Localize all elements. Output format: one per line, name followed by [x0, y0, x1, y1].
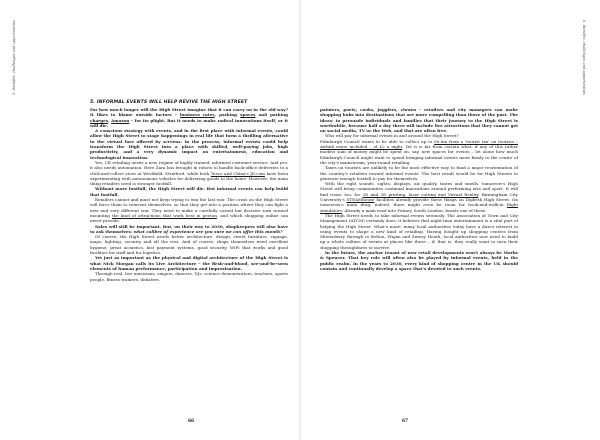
running-head-left: 6. Benefits, challenges and opportunities	[12, 20, 16, 95]
paragraph-9: Through real, live musicians, singers, dancers, DJs, science demonstrators, teachers, sports people, fitness trainers, debaters,	[90, 271, 288, 282]
paragraph-r7: In the future, the anchor tenant of new retail developments won't always be Marks & Spencer. That key role will often also be played by informal events, held in the public realm. In the years to 2030, every kind of shopping centre in the UK should contain and continually develop a space that's devoted to such events.	[320, 250, 518, 271]
right-page-column	[320, 107, 518, 271]
link-steamhouse[interactable]: STEAMhouse	[346, 197, 375, 203]
page-number-left: 66	[188, 419, 195, 424]
link-parking-spaces[interactable]: spaces	[240, 112, 256, 118]
section-heading: 5. INFORMAL EVENTS WILL HELP REVIVE THE HIGH STREET	[90, 100, 248, 105]
link-tourist-tax[interactable]: tourist tax' on tourists – Airbnb users included – of £2 a night	[320, 138, 518, 150]
link-tesco-jd[interactable]: Tesco and China's JD.com	[210, 170, 265, 176]
paragraph-1: For how much longer will the High Street imagine that it can carry on in the old way? It likes to blame outside factors – business rates, parking spaces and parking charges, Amazon – for its plight. But it needs to make radical innovations itself, or it will die.	[90, 107, 288, 128]
paragraph-r3: Edinburgh Council wants to be able to collect up to £6.6m from a 'tourist tax' on tourists – Airbnb users included – of £2 a night. Yet it is far from certain what, if any of this rather modest sum of money might be spent on, say, new spaces for events – let alone how much Edinburgh Council might want to spend bringing informal events more firmly to the centre of the city's mainstream, year-round retailing.	[320, 138, 518, 165]
paragraph-6: Sales will still be important. But, on their way to 2030, shopkeepers will also have to ask themselves: what calibre of experience are you sure we can offer this month?	[90, 223, 288, 234]
link-3d-vr[interactable]: 3D and 3D printing, laser cutting and Virtual Reality	[362, 191, 479, 197]
link-attractions-in-person[interactable]: the kind of attractions that work best in person	[111, 212, 217, 218]
paragraph-5: Retailers cannot and must not keep trying to win the last war. The crisis on the High Street will force them to reinvent themselves, so that they get into a position where they can fight a new and very different war. They need to make a carefully costed but decisive turn toward mounting the kind of attractions that work best in person, and which shopping online can never provide.	[90, 197, 288, 224]
running-head-right: 6. Benefits, challenges and opportunities	[582, 20, 586, 95]
paragraph-3: Yes, UK retailing needs a new regime of highly trained, informed customer service. And yes, it also needs automation. Here Zara has brought in robots to handle back-office deliveries to a click-and-collect store at Westfield, Stratford, while both Tesco and China's JD.com have been experimenting with autonomous vehicles for delivering goods to the home. However, the main thing retailers need is stronger footfall.	[90, 159, 288, 187]
paragraph-r2: Who will pay for informal events in and around the High Street?	[325, 133, 459, 139]
link-parking-charges[interactable]: charges	[90, 117, 109, 123]
link-flight-simulators[interactable]: flight simulators	[320, 202, 518, 213]
page-gutter	[299, 0, 301, 440]
paragraph-r1: painters, poets, cooks, jugglers, clowns – retailers and city managers can make shopping hubs into destinations that are more compelling than those of the past. The ideas: to persuade individuals and families that their journey to the High Street is worthwhile, because half a day there will include live attractions that they cannot get on social media, TV or the Web, and that are often free.	[320, 107, 518, 134]
paragraph-4: Without more footfall, the High Street will die. But informal events can help build that footfall.	[90, 186, 288, 197]
paragraph-2: A conscious strategy with events, and in the first place with informal events, could allow the High Street to stage happenings in real life that form a thrilling alternative to the virtual fare offered by screens. In the process, informal events could help transform the High Street into a place with skilled, well-paying jobs, high productivity, and a very dynamic impact on entertainment, education and technological innovation.	[90, 128, 288, 160]
link-amazon[interactable]: Amazon	[111, 117, 130, 123]
paragraph-r4: Taxes on tourists are unlikely to be the most effective way to fund a major reorientation of the country's retailers toward informal events. The best result would be for High Streets to generate enough footfall to pay for themselves.	[320, 165, 518, 181]
paragraph-7: Of course, the High Street needs better architecture, design, street furniture, signage, maps, lighting, security and all the rest. And of course, shops themselves need excellent hygiene, great acoustics, fast payment systems, good security, WiFi that works and good facilities for staff and for logistics.	[90, 234, 288, 256]
paragraph-r5: With the right sounds, sights, displays, air quality, tastes and smells, tomorrow's High Street will bring communities continual innovations around performing arts and sport. It will find room, too, for 3D and 3D printing, laser cutting and Virtual Reality. Birmingham City University's STEAMhouse facilities already provide these things on Digbeth High Street. On tomorrow's main drag, indeed, there might even be room for book-and-walk-in flight simulators. Already a main road into Putney, South London, boasts one of these.	[320, 181, 519, 213]
paragraph-r6: The High Street needs to take informal events seriously. The Association of Town and City Management (ATCM) certainly does: it believes that night-time entertainment is a vital part of helping the High Street. What's more, many local authorities today have a direct interest in using events to shape a new kind of retailing. Having bought up shopping centres from Shrewsbury through to Bolton, Wigan and Surrey Heath, local authorities now need to build up a whole culture of events at places like these – if, that is, they really want to turn their shopping throughfares to survive.	[320, 212, 518, 250]
paragraph-8: Yet just as important as the physical and digital architecture of the High Street is what Nick Morgan calls its Live Architecture – the flesh-and-blood, see-and-be-seen elements of human performance, participation and improvisation.	[90, 255, 288, 271]
link-edinburgh-amount[interactable]: £6.6m from a '	[434, 138, 467, 144]
page-number-right: 67	[402, 419, 409, 424]
link-business-rates[interactable]: business rates	[180, 112, 215, 118]
left-page-column	[90, 100, 288, 282]
